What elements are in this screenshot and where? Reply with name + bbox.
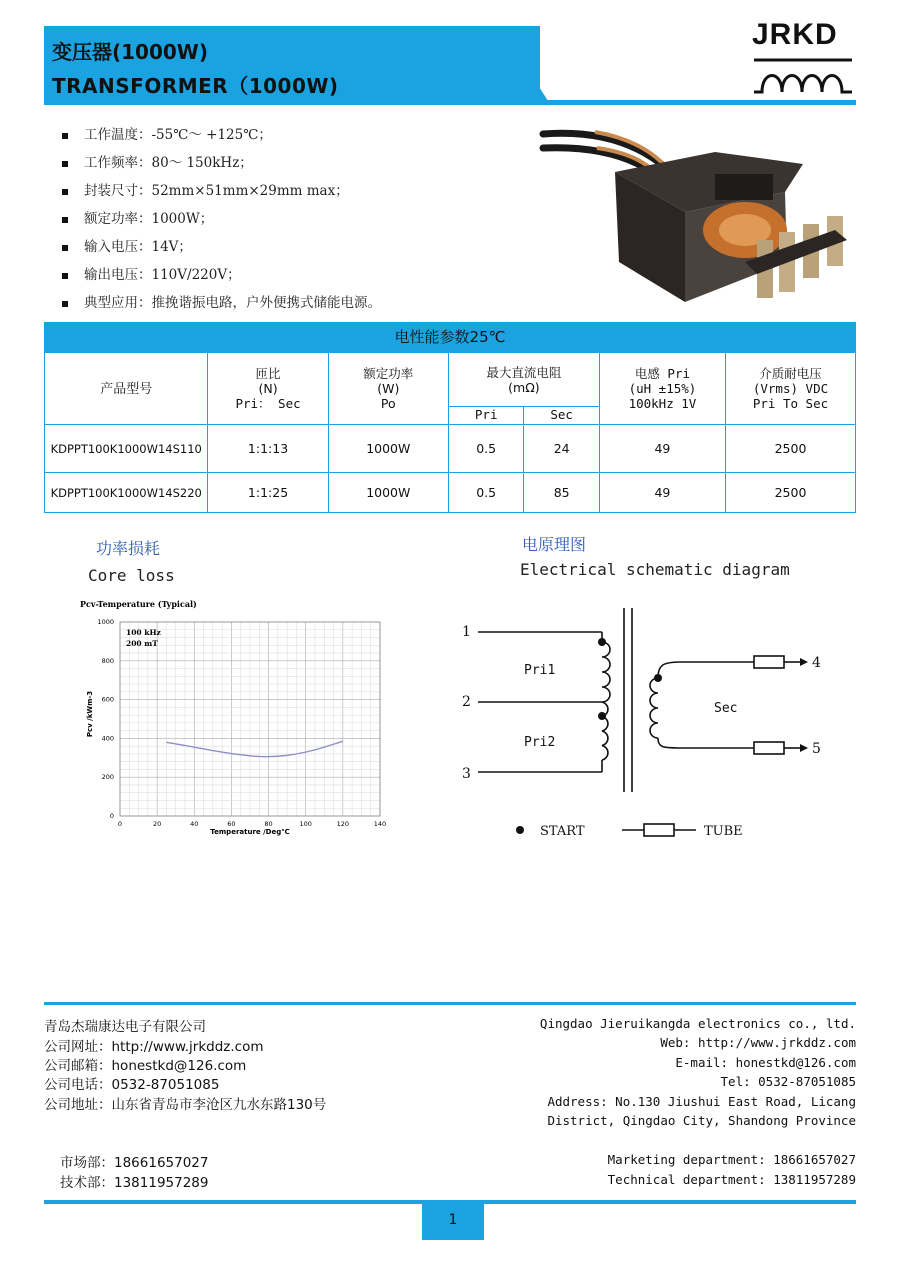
pin-1-label: 1 [462,624,471,640]
x-tick-label: 20 [153,820,162,828]
y-tick-label: 1000 [97,618,114,626]
email-en: E-mail: honestkd@126.com [675,1055,856,1070]
spec-item: 典型应用：推挽谐振电路，户外便携式储能电源。 [62,291,381,311]
legend-tube-label: TUBE [704,824,743,839]
pin-5-label: 5 [812,741,821,757]
chart-ylabel: Pcv /kWm-3 [86,690,94,738]
sec-label: Sec [714,701,738,716]
start-dot-icon [654,674,662,682]
y-tick-label: 0 [109,812,114,820]
y-tick-label: 400 [101,734,114,743]
chart-series [166,741,342,756]
col-dcr-pri-header: Pri [448,407,523,425]
transformer-photo [535,112,855,317]
core-loss-title-cn: 功率损耗 [96,539,161,558]
x-tick-label: 100 [299,820,312,828]
y-tick-label: 800 [101,656,114,665]
x-tick-label: 0 [117,820,123,828]
spec-item: 工作温度：-55℃～ +125℃； [62,123,272,143]
page-number: 1 [422,1200,484,1240]
col-inductance-header: 电感 Pri (uH ±15%) 100kHz 1V [599,353,725,425]
website-cn: 公司网址：http://www.jrkddz.com [44,1039,264,1055]
chart-xlabel: Temperature /Deg℃ [210,828,290,836]
schematic-title-en: Electrical schematic diagram [520,560,790,579]
title-banner [44,26,540,104]
email-cn: 公司邮箱：honestkd@126.com [44,1058,247,1074]
banner-slant [480,26,550,104]
cell-inductance: 49 [599,425,725,473]
table-row [45,425,856,473]
logo-coil-icon [752,56,854,96]
cell-hipot: 2500 [726,425,856,473]
y-tick-label: 600 [101,695,114,704]
schematic-diagram [452,600,852,850]
core-loss-chart [70,594,400,844]
x-tick-label: 120 [336,820,350,828]
title-cn: 变压器(1000W) [52,40,209,64]
chart-annotation: 100 kHz [126,628,161,637]
pin-2-label: 2 [462,694,471,710]
cell-dcr-sec: 85 [524,473,599,513]
legend-start-dot-icon [516,826,524,834]
company-name-cn: 青岛杰瑞康达电子有限公司 [44,1019,206,1035]
cell-hipot: 2500 [726,473,856,513]
table-row [45,473,856,513]
table-caption: 电性能参数25℃ [44,322,856,352]
col-model-header: 产品型号 [45,353,208,425]
col-power-header: 额定功率 (W) Po [328,353,448,425]
chart-grid [120,622,380,816]
cell-dcr-pri: 0.5 [448,473,523,513]
marketing-dept-cn: 市场部：18661657027 [60,1155,209,1171]
y-tick-label: 200 [101,773,114,782]
marketing-dept-en: Marketing department: 18661657027 [607,1152,856,1167]
phone-en: Tel: 0532-87051085 [720,1074,856,1089]
chart-title: Pcv-Temperature (Typical) [80,599,197,609]
start-dot-icon [598,712,606,720]
spec-item: 工作频率：80～ 150kHz； [62,151,253,171]
arrow-icon [800,744,808,752]
header-rule [44,100,856,105]
series-line-pcv [166,741,342,756]
cell-ratio: 1:1:13 [208,425,328,473]
cell-power: 1000W [328,473,448,513]
company-name-en: Qingdao Jieruikangda electronics co., ltd. [539,1016,856,1031]
spec-item: 额定功率：1000W； [62,207,213,227]
x-tick-label: 140 [373,820,387,828]
pri2-label: Pri2 [524,735,556,750]
col-ratio-header: 匝比 (N) Pri： Sec [208,353,328,425]
x-tick-label: 40 [190,820,199,828]
pri1-label: Pri1 [524,663,556,678]
cell-dcr-pri: 0.5 [448,425,523,473]
parameter-table [44,352,856,513]
technical-dept-en: Technical department: 13811957289 [607,1172,856,1187]
title-en: TRANSFORMER（1000W) [52,74,339,98]
core-loss-title-en: Core loss [88,566,175,585]
technical-dept-cn: 技术部：13811957289 [60,1175,209,1191]
cell-power: 1000W [328,425,448,473]
spec-item: 输出电压：110V/220V； [62,263,241,283]
address-en-line1: Address: No.130 Jiushui East Road, Licang [547,1094,856,1109]
cell-inductance: 49 [599,473,725,513]
pin-3-label: 3 [462,766,471,782]
spec-item: 输入电压：14V； [62,235,192,255]
spec-item: 封装尺寸：52mm×51mm×29mm max； [62,179,349,199]
address-cn: 公司地址：山东省青岛市李沧区九水东路130号 [44,1097,327,1113]
address-en-line2: District, Qingdao City, Shandong Province [547,1113,856,1128]
x-tick-label: 60 [227,820,236,828]
x-tick-label: 80 [264,820,273,828]
legend-start-label: START [540,824,585,839]
pin-4-label: 4 [812,655,821,671]
col-dcr-sec-header: Sec [524,407,599,425]
cell-model: KDPPT100K1000W14S110 [45,425,208,473]
phone-cn: 公司电话：0532-87051085 [44,1077,220,1093]
cell-dcr-sec: 24 [524,425,599,473]
col-hipot-header: 介质耐电压 (Vrms) VDC Pri To Sec [726,353,856,425]
col-dcr-header: 最大直流电阻 (mΩ) [448,353,599,407]
start-dot-icon [598,638,606,646]
cell-model: KDPPT100K1000W14S220 [45,473,208,513]
cell-ratio: 1:1:25 [208,473,328,513]
logo-text: JRKD [752,18,838,51]
arrow-icon [800,658,808,666]
table-header-row [45,353,856,407]
website-en: Web: http://www.jrkddz.com [660,1035,856,1050]
schematic-title-cn: 电原理图 [522,535,587,554]
footer-rule [44,1002,856,1005]
chart-annotation: 200 mT [126,639,158,648]
